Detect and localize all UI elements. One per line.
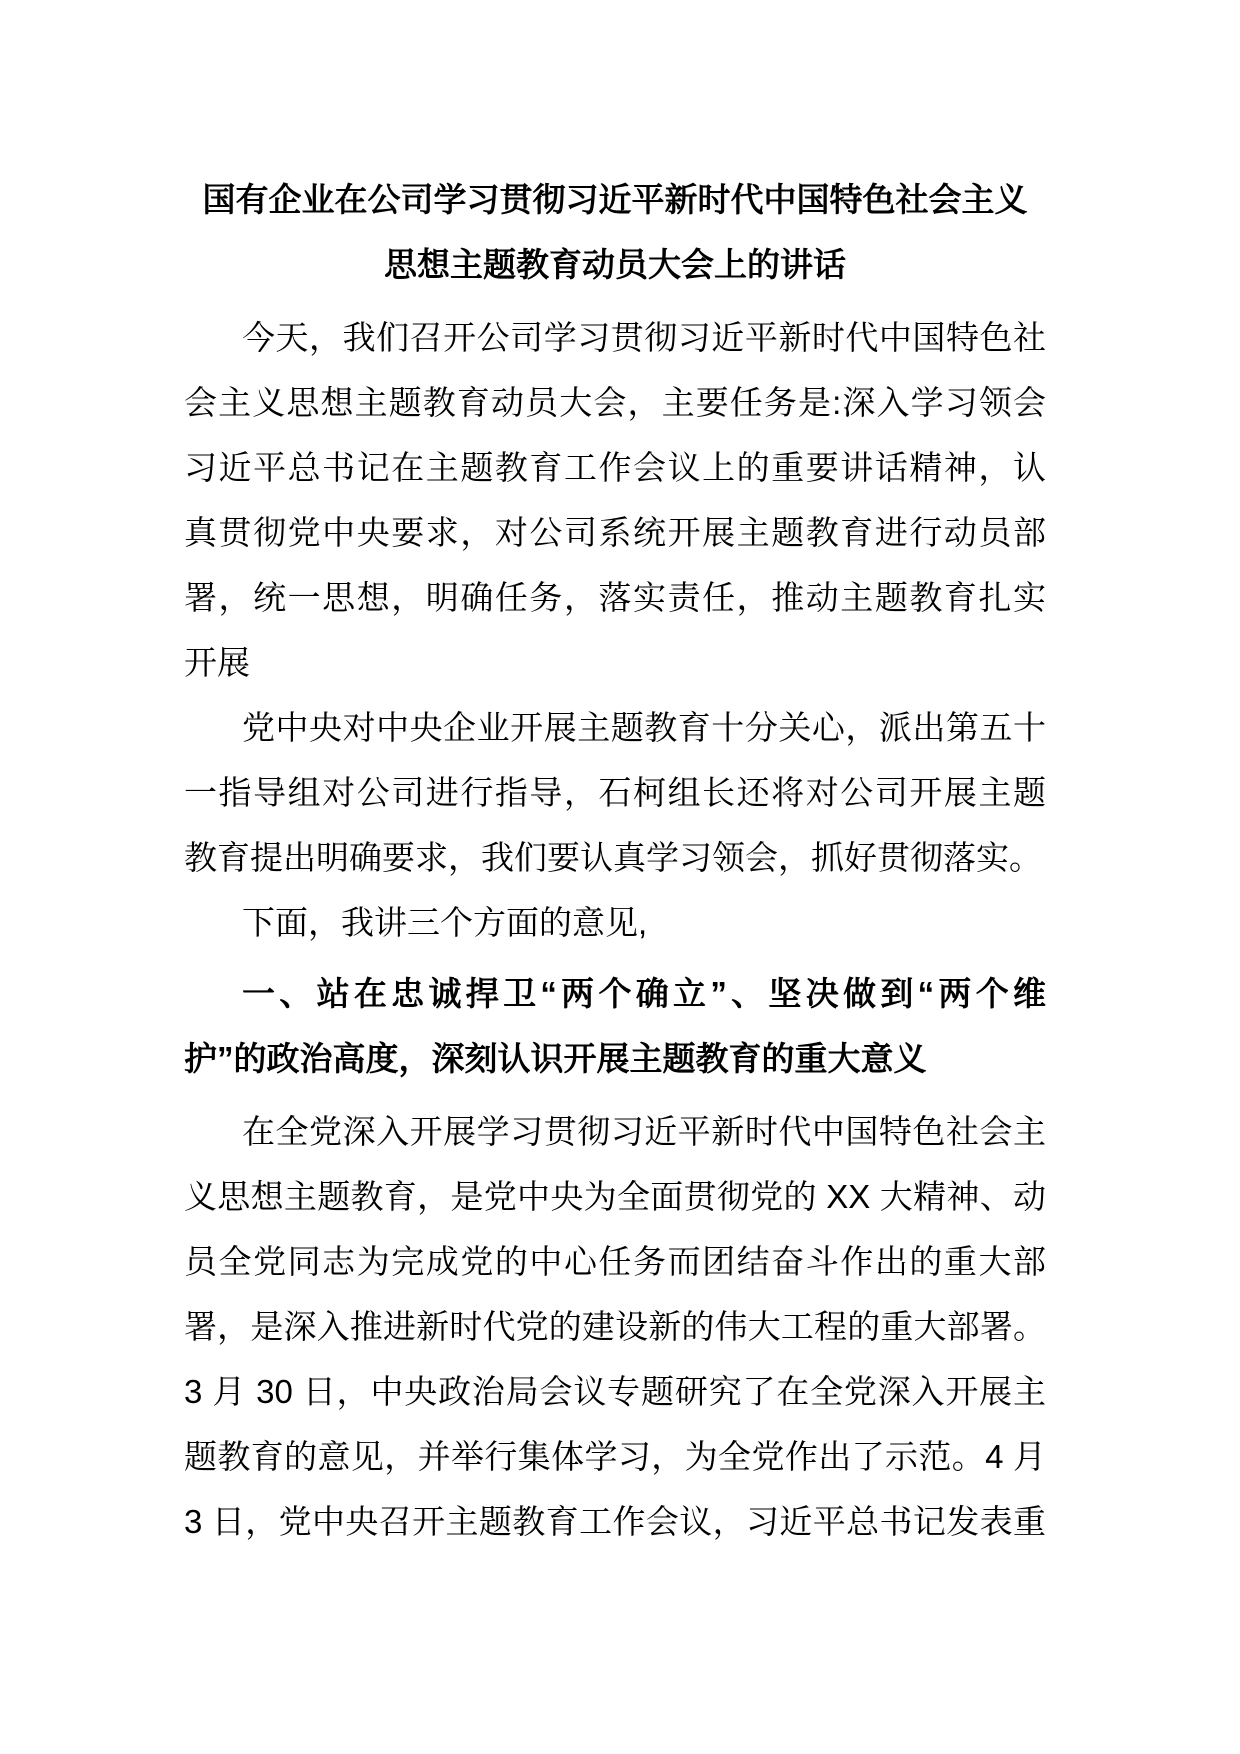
body-line: 党中央对中央企业开展主题教育十分关心，派出第五十	[242, 709, 1046, 746]
spacer	[184, 1091, 1046, 1099]
body-line: 员全党同志为完成党的中心任务而团结奋斗作出的重大部	[184, 1243, 1046, 1280]
body-line: 教育提出明确要求，我们要认真学习领会，抓好贯彻落实。	[184, 839, 1042, 876]
spacer	[184, 297, 1046, 305]
body-line: 习近平总书记在主题教育工作会议上的重要讲话精神，认	[184, 449, 1046, 486]
body-line: 3 日，党中央召开主题教育工作会议，习近平总书记发表重	[184, 1503, 1046, 1540]
body-line: 一指导组对公司进行指导，石柯组长还将对公司开展主题	[184, 774, 1046, 811]
body-line: 署，是深入推进新时代党的建设新的伟大工程的重大部署。	[184, 1308, 1046, 1345]
section-heading-line: 一、站在忠诚捍卫“两个确立”、坚决做到“两个维	[242, 975, 1046, 1012]
body-line: 今天，我们召开公司学习贯彻习近平新时代中国特色社	[242, 319, 1046, 356]
body-line: 署，统一思想，明确任务，落实责任，推动主题教育扎实	[184, 579, 1046, 616]
body-line: 下面，我讲三个方面的意见,	[242, 904, 648, 941]
body-line: 真贯彻党中央要求，对公司系统开展主题教育进行动员部	[184, 514, 1046, 551]
doc-title-line: 国有企业在公司学习贯彻习近平新时代中国特色社会主义	[202, 181, 1028, 218]
body-line: 开展	[184, 644, 250, 681]
section-heading-line: 护”的政治高度，深刻认识开展主题教育的重大意义	[184, 1040, 927, 1077]
doc-title-line: 思想主题教育动员大会上的讲话	[384, 246, 846, 283]
body-line: 会主义思想主题教育动员大会，主要任务是:深入学习领会	[184, 384, 1046, 421]
body-line: 义思想主题教育，是党中央为全面贯彻党的 XX 大精神、动	[184, 1178, 1046, 1215]
document-content	[184, 167, 1046, 1554]
body-line: 题教育的意见，并举行集体学习，为全党作出了示范。4 月	[184, 1438, 1046, 1475]
body-line: 在全党深入开展学习贯彻习近平新时代中国特色社会主	[242, 1113, 1046, 1150]
body-line: 3 月 30 日，中央政治局会议专题研究了在全党深入开展主	[184, 1373, 1046, 1410]
